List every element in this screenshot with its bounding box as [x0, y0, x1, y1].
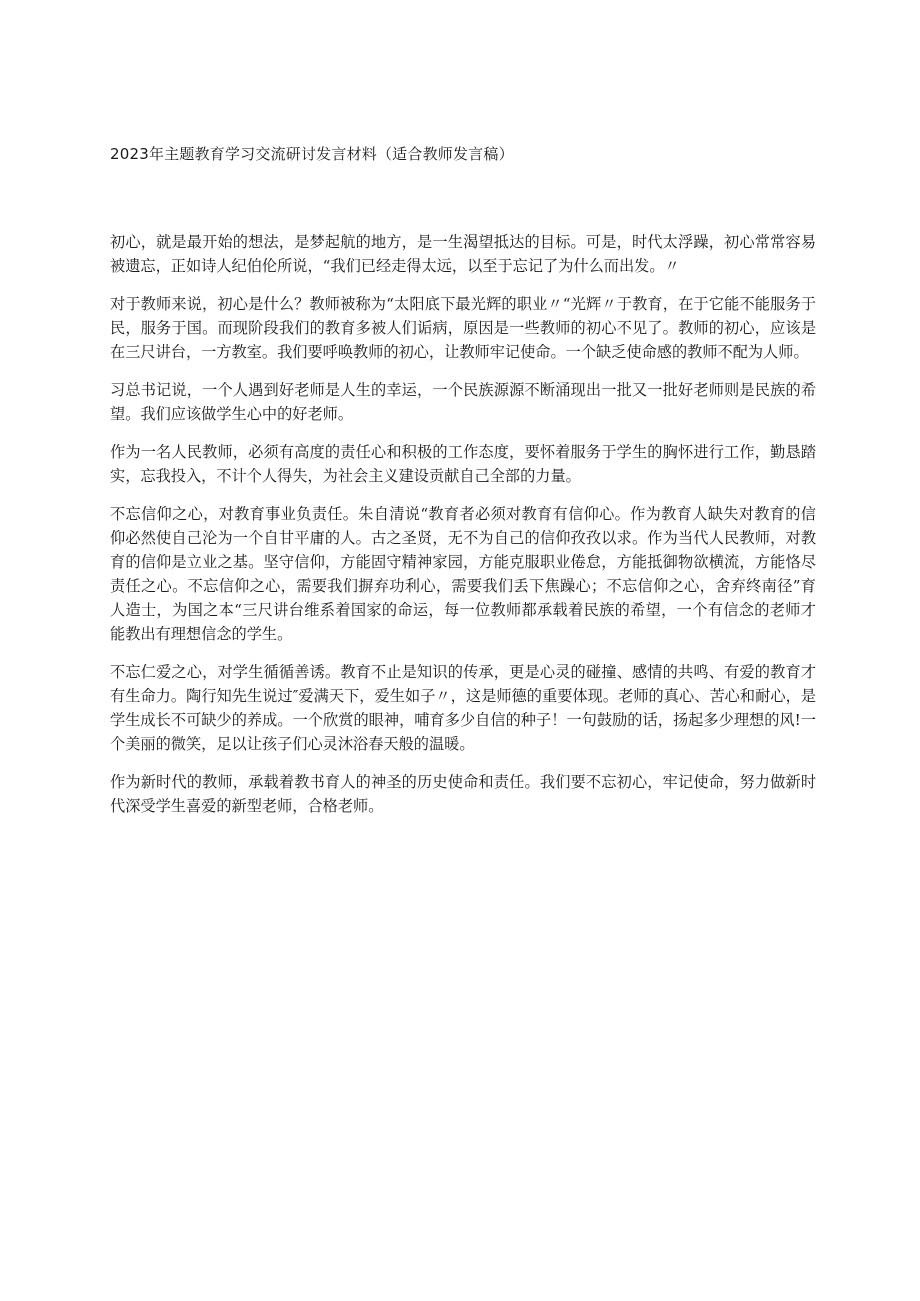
document-title: 2023年主题教育学习交流研讨发言材料（适合教师发言稿）	[110, 145, 514, 163]
paragraph-3: 习总书记说，一个人遇到好老师是人生的幸运，一个民族源源不断涌现出一批又一批好老师则是民族的希望。我们应该做学生心中的好老师。	[110, 381, 816, 423]
paragraph-4: 作为一名人民教师，必须有高度的责任心和积极的工作态度，要怀着服务于学生的胸怀进行工作，勤恳踏实，忘我投入，不计个人得失，为社会主义建设贡献自己全部的力量。	[110, 443, 816, 485]
paragraph-2: 对于教师来说，初心是什么？教师被称为“太阳底下最光辉的职业〃“光辉〃于教育，在于它能不能服务于民，服务于国。而现阶段我们的教育多被人们诟病，原因是一些教师的初心不见了。教师的初心，应该是在三尺讲台，一方教室。我们要呼唤教师的初心，让教师牢记使命。一个缺乏使命感的教师不配为人师。	[110, 295, 816, 361]
paragraph-1: 初心，就是最开始的想法，是梦起航的地方，是一生渴望抵达的目标。可是，时代太浮躁，初心常常容易被遗忘，正如诗人纪伯伦所说，“我们已经走得太远，以至于忘记了为什么而出发。〃	[110, 233, 816, 275]
document-body	[110, 230, 816, 832]
paragraph-7: 作为新时代的教师，承载着教书育人的神圣的历史使命和责任。我们要不忘初心，牢记使命，努力做新时代深受学生喜爱的新型老师，合格老师。	[110, 773, 816, 815]
paragraph-5: 不忘信仰之心，对教育事业负责任。朱自清说“教育者必须对教育有信仰心。作为教育人缺失对教育的信仰必然使自己沦为一个自甘平庸的人。古之圣贤，无不为自己的信仰孜孜以求。作为当代人民教师，对教育的信仰是立业之基。坚守信仰，方能固守精神家园，方能克服职业倦怠，方能抵御物欲横流，方能恪尽责任之心。不忘信仰之心，需要我们摒弃功利心，需要我们丢下焦躁心；不忘信仰之心，舍弃终南径”育人造士，为国之本“三尺讲台维系着国家的命运，每一位教师都承载着民族的希望，一个有信念的老师才能教出有理想信念的学生。	[110, 505, 816, 643]
paragraph-6: 不忘仁爱之心，对学生循循善诱。教育不止是知识的传承，更是心灵的碰撞、感情的共鸣、有爱的教育才有生命力。陶行知先生说过″爱满天下，爱生如子〃，这是师德的重要体现。老师的真心、苦心和耐心，是学生成长不可缺少的养成。一个欣赏的眼神，哺育多少自信的种子！一句鼓励的话，扬起多少理想的风!一个美丽的微笑，足以让孩子们心灵沐浴春天般的温暖。	[110, 663, 816, 753]
